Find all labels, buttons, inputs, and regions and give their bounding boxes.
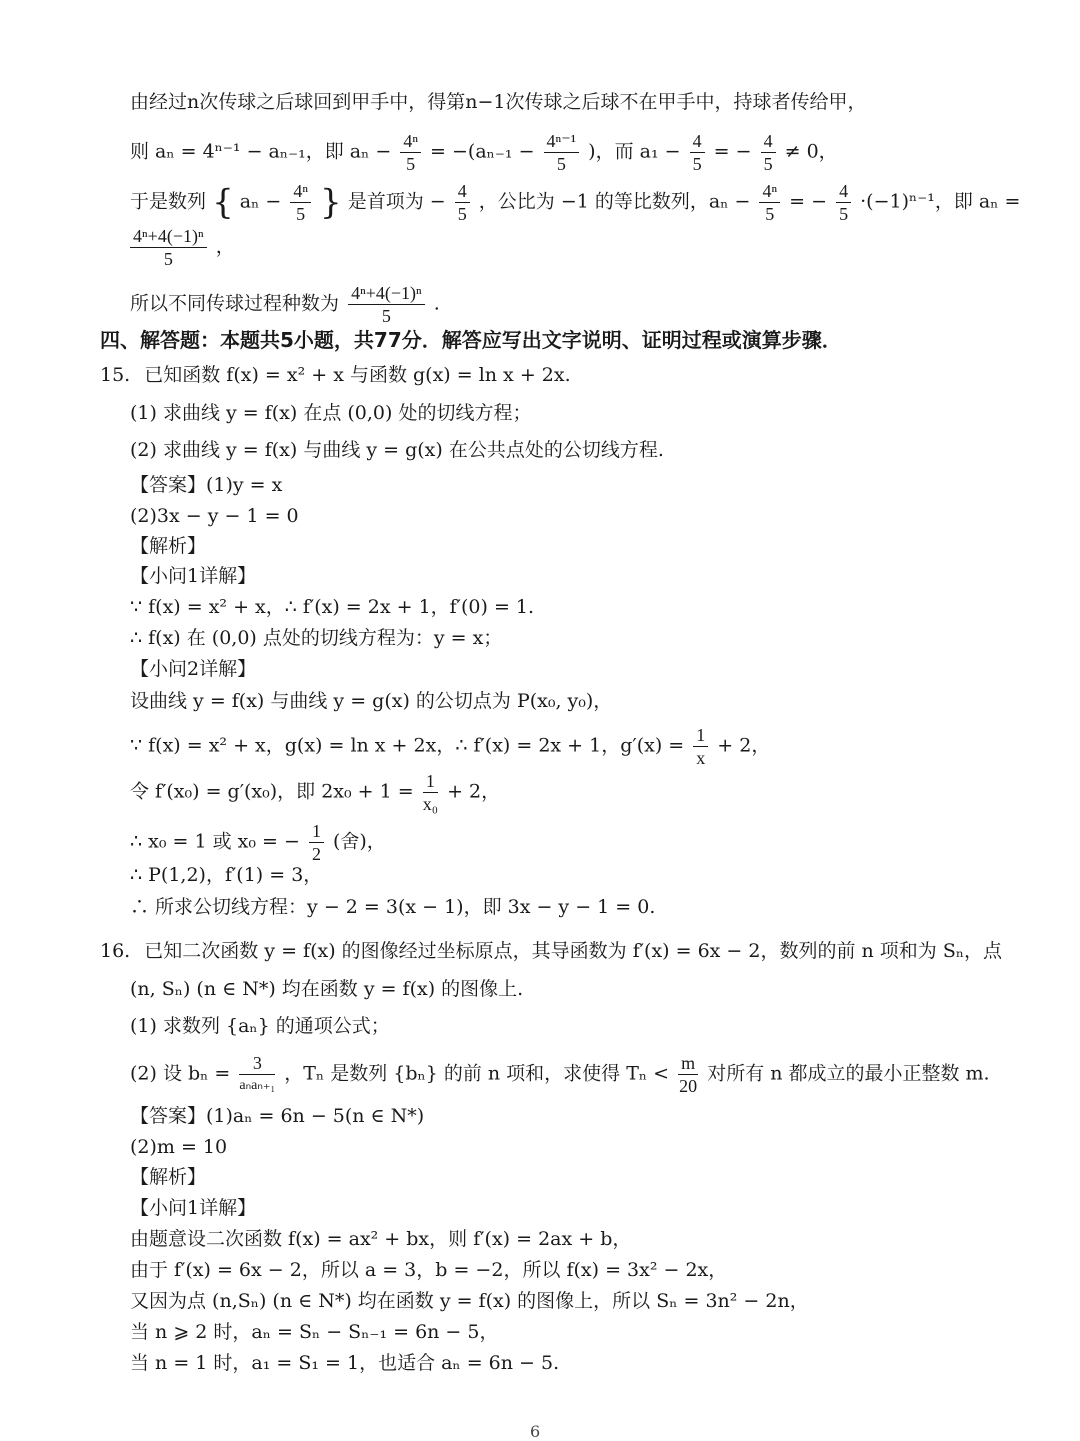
q15-part-1: (1) 求曲线 y = f(x) 在点 (0,0) 处的切线方程； [130, 402, 532, 424]
q16-answer-1: 【答案】(1)aₙ = 6n − 5(n ∈ N*) [130, 1105, 425, 1127]
q15-sub1-line-2: ∴ f(x) 在 (0,0) 点处的切线方程为：y = x； [130, 627, 503, 649]
q15-sub2-line-2 [130, 724, 770, 769]
question-stem: 已知二次函数 y = f(x) 的图像经过坐标原点，其导函数为 f′(x) = 6x − 2，数列的前 n 项和为 Sₙ，点 [144, 940, 1003, 962]
q16-sub1-line-2: 由于 f′(x) = 6x − 2，所以 a = 3，b = −2，所以 f(x) = 3x² − 2x， [130, 1259, 728, 1281]
text: (舍)， [332, 830, 386, 853]
fraction: $\frac{\text{4ⁿ}}{5}$ [290, 180, 311, 225]
text: 是首项为 − [347, 190, 446, 213]
q15-answer-2: (2)3x − y − 1 = 0 [130, 505, 299, 527]
text: aₙ − [239, 190, 282, 213]
text: . [433, 292, 440, 315]
text: 于是数列 [130, 190, 207, 213]
q16-stem-line-2: (n, Sₙ) (n ∈ N*) 均在函数 y = f(x) 的图像上. [130, 978, 524, 1000]
fraction: $\frac{4}{5}$ [836, 180, 851, 225]
question-number: 15. [100, 364, 131, 386]
fraction: $\frac{\text{4ⁿ}}{5}$ [759, 180, 780, 225]
left-brace: { [212, 182, 234, 223]
page-number: 6 [530, 1422, 541, 1441]
text: ∴ x₀ = 1 或 x₀ = − [130, 830, 300, 853]
q16-sub1-line-4: 当 n ⩾ 2 时，aₙ = Sₙ − Sₙ₋₁ = 6n − 5， [130, 1321, 499, 1343]
text: (2) 设 bₙ = [130, 1062, 231, 1085]
q15-sub2-line-3 [130, 770, 500, 815]
fraction: $\frac{1}{2}$ [309, 820, 324, 865]
text: ，公比为 −1 的等比数列，aₙ − [478, 190, 751, 213]
text: 对所有 n 都成立的最小正整数 m. [707, 1062, 990, 1085]
fraction: $\frac{m}{20}$ [679, 1053, 698, 1096]
text: = −(aₙ₋₁ − [430, 140, 535, 163]
q16-sub1-line-5: 当 n = 1 时，a₁ = S₁ = 1，也适合 aₙ = 6n − 5. [130, 1352, 560, 1374]
prev-solution-line-5 [130, 282, 440, 327]
q15-sub2-line-4 [130, 820, 386, 865]
q15-sub2-line-5: ∴ P(1,2)，f′(1) = 3， [130, 864, 323, 886]
q15-analysis-label: 【解析】 [130, 535, 207, 557]
fraction: $\frac{1}{x}$ [693, 724, 708, 769]
text: ≠ 0， [784, 140, 838, 163]
q15-answer-1: 【答案】(1)y = x [130, 474, 283, 496]
q16-answer-2: (2)m = 10 [130, 1136, 228, 1158]
text: ，Tₙ 是数列 {bₙ} 的前 n 项和，求使得 Tₙ < [284, 1062, 670, 1085]
q16-part-2 [130, 1052, 990, 1097]
text: )，而 a₁ − [588, 140, 681, 163]
fraction: $\frac{\text{4ⁿ}}{5}$ [400, 130, 421, 175]
text: 则 aₙ = 4ⁿ⁻¹ − aₙ₋₁，即 aₙ − [130, 140, 392, 163]
fraction: $\frac{4}{5}$ [761, 130, 776, 175]
fraction: $\frac{4}{5}$ [455, 180, 470, 225]
q15-sub1-line-1: ∵ f(x) = x² + x，∴ f′(x) = 2x + 1，f′(0) = 1. [130, 596, 535, 618]
text: + 2， [447, 780, 501, 803]
question-16 [100, 938, 1002, 964]
q16-sub1-line-1: 由题意设二次函数 f(x) = ax² + bx，则 f′(x) = 2ax + b， [130, 1228, 632, 1250]
fraction: $\frac{\text{4ⁿ⁻¹}}{5}$ [544, 130, 580, 175]
prev-solution-line-2 [130, 130, 838, 175]
prev-solution-line-3 [130, 180, 1020, 225]
question-number: 16. [100, 940, 131, 962]
text: = − [713, 140, 752, 163]
fraction: $\frac{1}{\text{x₀}}$ [422, 771, 439, 814]
fraction: $\frac{\text{4ⁿ+4(−1)ⁿ}}{5}$ [130, 225, 207, 270]
prev-solution-line-1: 由经过n次传球之后球回到甲手中，得第n−1次传球之后球不在甲手中，持球者传给甲， [130, 91, 867, 113]
fraction: $\frac{4}{5}$ [690, 130, 705, 175]
q16-analysis-label: 【解析】 [130, 1166, 207, 1188]
right-brace: } [320, 182, 342, 223]
question-15 [100, 362, 571, 388]
q15-sub2-line-6: ∴ 所求公切线方程：y − 2 = 3(x − 1)，即 3x − y − 1 = 0. [130, 896, 656, 918]
text: ·(−1)ⁿ⁻¹，即 aₙ = [860, 190, 1021, 213]
q16-part-1: (1) 求数列 {aₙ} 的通项公式； [130, 1015, 390, 1037]
q15-sub2-title: 【小问2详解】 [130, 658, 257, 680]
text: ， [215, 235, 235, 258]
q16-sub1-line-3: 又因为点 (n,Sₙ) (n ∈ N*) 均在函数 y = f(x) 的图像上，所以 Sₙ = 3n² − 2n， [130, 1290, 809, 1312]
text: 令 f′(x₀) = g′(x₀)，即 2x₀ + 1 = [130, 780, 414, 803]
section-heading: 四、解答题：本题共5小题，共77分．解答应写出文字说明、证明过程或演算步骤． [100, 328, 842, 352]
q15-sub2-line-1: 设曲线 y = f(x) 与曲线 y = g(x) 的公切点为 P(x₀, y₀)， [130, 690, 613, 712]
q15-part-2: (2) 求曲线 y = f(x) 与曲线 y = g(x) 在公共点处的公切线方程. [130, 439, 664, 461]
text: ∵ f(x) = x² + x，g(x) = ln x + 2x，∴ f′(x) = 2x + 1，g′(x) = [130, 734, 685, 757]
prev-solution-line-4 [130, 225, 235, 270]
fraction: $\frac{\text{4ⁿ+4(−1)ⁿ}}{5}$ [348, 282, 425, 327]
q15-sub1-title: 【小问1详解】 [130, 565, 257, 587]
text: 所以不同传球过程种数为 [130, 292, 340, 315]
fraction: $\frac{3}{\text{aₙaₙ₊₁}}$ [239, 1053, 276, 1093]
text: = − [789, 190, 828, 213]
q16-sub1-title: 【小问1详解】 [130, 1197, 257, 1219]
text: + 2， [717, 734, 771, 757]
question-stem: 已知函数 f(x) = x² + x 与函数 g(x) = ln x + 2x. [144, 364, 571, 386]
